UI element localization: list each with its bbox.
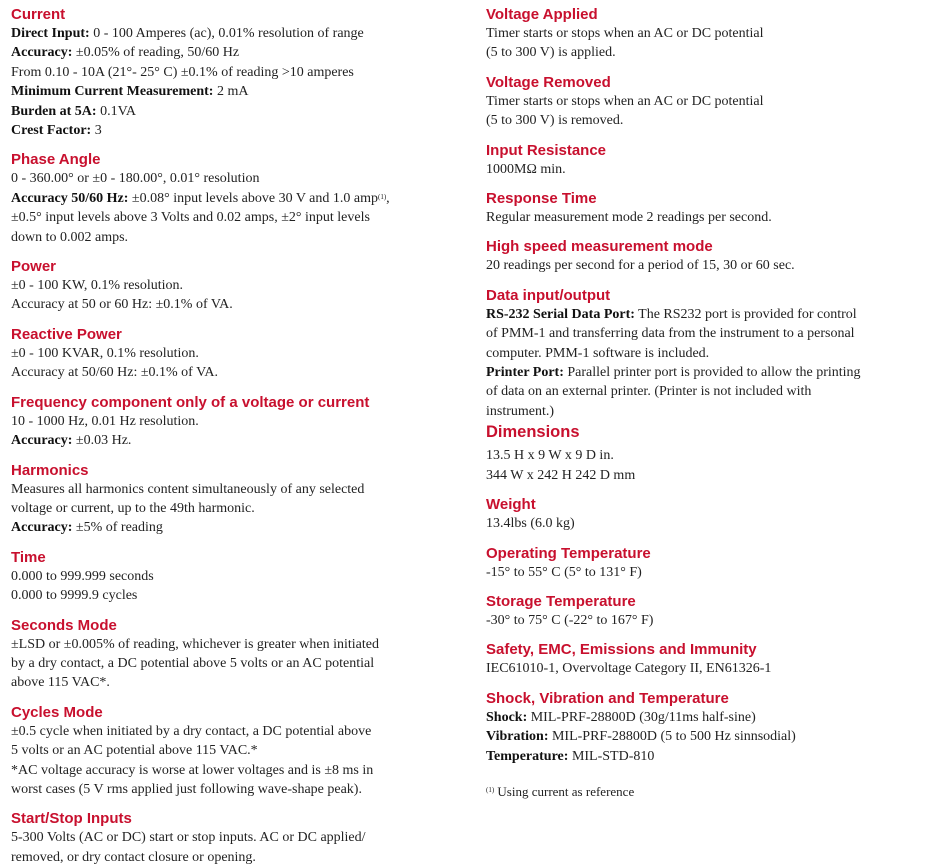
section-heading: Data input/output	[486, 286, 611, 304]
spec-section-reactive-power	[11, 325, 461, 383]
spec-line	[11, 102, 461, 121]
spec-label: Shock:	[486, 709, 528, 725]
section-heading: Frequency component only of a voltage or current	[11, 393, 370, 411]
spec-line	[486, 305, 934, 324]
spec-line	[486, 160, 934, 179]
spec-label: Crest Factor:	[11, 123, 92, 139]
spec-label: Temperature:	[486, 748, 569, 764]
footnote-text: Using current as reference	[494, 783, 635, 799]
spec-value: Accuracy at 50 or 60 Hz: ±0.1% of VA.	[11, 297, 233, 313]
spec-label: Vibration:	[486, 729, 549, 745]
spec-value: 5-300 Volts (AC or DC) start or stop inputs. AC or DC applied/	[11, 830, 366, 846]
spec-section-data-input-output	[486, 286, 934, 421]
spec-line	[11, 780, 461, 799]
spec-value: From 0.10 - 10A (21°- 25° C) ±0.1% of reading >10 amperes	[11, 64, 354, 80]
section-heading: High speed measurement mode	[486, 238, 713, 256]
spec-value: -15° to 55° C (5° to 131° F)	[486, 564, 642, 580]
spec-value: 0.000 to 9999.9 cycles	[11, 588, 138, 604]
spec-line	[11, 295, 461, 314]
spec-line	[11, 480, 461, 499]
spec-value: MIL-PRF-28800D (5 to 500 Hz sinnsodial)	[548, 729, 796, 745]
spec-section-harmonics	[11, 461, 461, 538]
spec-value: computer. PMM-1 software is included.	[486, 345, 710, 361]
section-heading: Storage Temperature	[486, 592, 636, 610]
spec-value: 20 readings per second for a period of 15, 30 or 60 sec.	[486, 258, 795, 274]
section-heading: Current	[11, 6, 66, 23]
spec-value: removed, or dry contact closure or opening.	[11, 849, 256, 865]
section-heading: Reactive Power	[11, 325, 122, 343]
section-heading: Start/Stop Inputs	[11, 810, 132, 828]
spec-section-operating-temperature	[486, 544, 934, 582]
spec-label: Accuracy:	[11, 45, 73, 61]
section-heading: Seconds Mode	[11, 616, 117, 634]
spec-line	[11, 654, 461, 673]
spec-line	[486, 43, 934, 62]
spec-value: of PMM-1 and transferring data from the instrument to a personal	[486, 326, 855, 342]
spec-value: The RS232 port is provided for control	[634, 306, 857, 322]
spec-line	[11, 635, 461, 654]
section-heading: Weight	[486, 496, 536, 514]
spec-value: ±LSD or ±0.005% of reading, whichever is greater when initiated	[11, 636, 379, 652]
spec-line	[486, 659, 934, 678]
section-heading: Harmonics	[11, 461, 89, 479]
spec-line	[486, 466, 934, 485]
spec-value: Timer starts or stops when an AC or DC potential	[486, 26, 764, 41]
section-heading: Cycles Mode	[11, 703, 103, 721]
spec-line	[486, 708, 934, 727]
spec-value: above 115 VAC*.	[11, 675, 110, 691]
spec-line	[486, 24, 934, 43]
spec-value: ±0.08° input levels above 30 V and 1.0 amp	[128, 190, 378, 206]
spec-line	[11, 43, 461, 62]
section-heading: Power	[11, 258, 57, 276]
spec-value: 344 W x 242 H 242 D mm	[486, 467, 636, 483]
spec-label: Burden at 5A:	[11, 103, 97, 119]
spec-value: 1000MΩ min.	[486, 161, 566, 177]
spec-line	[11, 586, 461, 605]
spec-line	[11, 189, 461, 208]
section-heading: Input Resistance	[486, 141, 607, 159]
spec-line	[11, 412, 461, 431]
spec-line	[486, 344, 934, 363]
spec-value: instrument.)	[486, 403, 555, 419]
spec-section-voltage-removed	[486, 73, 934, 131]
spec-section-weight	[486, 495, 934, 533]
section-heading: Voltage Applied	[486, 6, 598, 23]
spec-value: Accuracy at 50/60 Hz: ±0.1% of VA.	[11, 365, 219, 381]
section-heading: Shock, Vibration and Temperature	[486, 689, 729, 707]
spec-section-start-stop-inputs	[11, 809, 461, 867]
spec-line	[486, 446, 934, 465]
footnote-mark: (1)	[486, 785, 495, 794]
spec-line	[11, 276, 461, 295]
spec-section-input-resistance	[486, 141, 934, 179]
spec-value: 0.1VA	[96, 103, 136, 119]
spec-line	[11, 518, 461, 537]
section-heading: Voltage Removed	[486, 73, 611, 91]
footnote	[486, 782, 934, 801]
section-heading: Dimensions	[486, 423, 580, 442]
spec-value: ±0.5 cycle when initiated by a dry contact, a DC potential above	[11, 723, 372, 739]
spec-value: worst cases (5 V rms applied just following wave-shape peak).	[11, 781, 362, 797]
spec-line	[11, 741, 461, 760]
section-heading: Phase Angle	[11, 151, 101, 169]
spec-value: Measures all harmonics content simultaneously of any selected	[11, 481, 365, 497]
spec-label: Direct Input:	[11, 26, 90, 41]
spec-section-voltage-applied	[486, 5, 934, 63]
spec-value: ±0.5° input levels above 3 Volts and 0.02 amps, ±2° input levels	[11, 210, 370, 226]
spec-section-cycles-mode	[11, 703, 461, 800]
spec-section-safety-emc-emissions-and-immunity	[486, 640, 934, 678]
spec-line	[486, 514, 934, 533]
spec-line	[11, 82, 461, 101]
spec-section-phase-angle	[11, 150, 461, 247]
section-heading: Response Time	[486, 190, 597, 208]
spec-value: down to 0.002 amps.	[11, 229, 129, 245]
spec-section-high-speed-measurement-mode	[486, 237, 934, 275]
spec-value: 0.000 to 999.999 seconds	[11, 568, 154, 584]
section-heading: Time	[11, 548, 46, 566]
spec-label: RS-232 Serial Data Port:	[486, 306, 635, 322]
spec-line	[11, 169, 461, 188]
spec-line	[11, 673, 461, 692]
spec-value: by a dry contact, a DC potential above 5 volts or an AC potential	[11, 655, 375, 671]
spec-value: ±0 - 100 KW, 0.1% resolution.	[11, 278, 184, 294]
spec-line	[486, 324, 934, 343]
spec-section-frequency-component-only-of-a-voltage-or-current	[11, 393, 461, 451]
spec-label: Minimum Current Measurement:	[11, 84, 214, 100]
spec-value: *AC voltage accuracy is worse at lower voltages and is ±8 ms in	[11, 762, 374, 778]
footnote-ref: (1)	[378, 192, 387, 201]
spec-line	[11, 344, 461, 363]
spec-value: Parallel printer port is provided to allow the printing	[563, 365, 861, 381]
spec-line	[11, 431, 461, 450]
spec-value: (5 to 300 V) is removed.	[486, 113, 624, 129]
spec-value: 0 - 360.00° or ±0 - 180.00°, 0.01° resolution	[11, 171, 260, 187]
spec-value: Regular measurement mode 2 readings per second.	[486, 210, 772, 226]
spec-section-power	[11, 257, 461, 315]
spec-value: ±5% of reading	[72, 520, 163, 536]
spec-line	[11, 121, 461, 140]
spec-label: Accuracy:	[11, 520, 73, 536]
spec-line	[486, 363, 934, 382]
spec-value: 13.5 H x 9 W x 9 D in.	[486, 448, 614, 464]
spec-section-time	[11, 548, 461, 606]
spec-value: 10 - 1000 Hz, 0.01 Hz resolution.	[11, 413, 199, 429]
spec-value: Timer starts or stops when an AC or DC potential	[486, 93, 764, 109]
spec-value: ±0.03 Hz.	[72, 433, 132, 449]
spec-line	[486, 382, 934, 401]
spec-section-dimensions	[486, 423, 934, 485]
spec-line	[486, 747, 934, 766]
spec-section-current	[11, 5, 461, 140]
spec-section-shock-vibration-and-temperature	[486, 689, 934, 766]
spec-line	[11, 63, 461, 82]
spec-line	[11, 722, 461, 741]
spec-value: ±0 - 100 KVAR, 0.1% resolution.	[11, 345, 199, 361]
spec-line	[11, 228, 461, 247]
spec-line	[11, 24, 461, 43]
spec-line	[11, 499, 461, 518]
spec-line	[486, 92, 934, 111]
spec-section-seconds-mode	[11, 616, 461, 693]
spec-value: 13.4lbs (6.0 kg)	[486, 516, 575, 532]
spec-line	[11, 828, 461, 847]
spec-value: voltage or current, up to the 49th harmonic.	[11, 500, 255, 516]
spec-value: (5 to 300 V) is applied.	[486, 45, 616, 61]
spec-value: ±0.05% of reading, 50/60 Hz	[72, 45, 240, 61]
spec-line	[486, 563, 934, 582]
spec-value: 5 volts or an AC potential above 115 VAC.*	[11, 743, 258, 759]
spec-value: -30° to 75° C (-22° to 167° F)	[486, 612, 654, 628]
spec-line	[11, 567, 461, 586]
spec-value: IEC61010-1, Overvoltage Category II, EN61326-1	[486, 661, 772, 677]
spec-value: MIL-STD-810	[568, 748, 655, 764]
spec-line	[11, 208, 461, 227]
spec-column-left	[11, 5, 461, 867]
section-heading: Operating Temperature	[486, 544, 651, 562]
spec-line	[486, 611, 934, 630]
spec-label: Accuracy 50/60 Hz:	[11, 190, 129, 206]
spec-line	[11, 761, 461, 780]
spec-line	[486, 727, 934, 746]
spec-value: 2 mA	[213, 84, 249, 100]
spec-value: 0 - 100 Amperes (ac), 0.01% resolution of range	[89, 26, 364, 41]
spec-line	[11, 848, 461, 867]
spec-line	[486, 402, 934, 421]
spec-section-storage-temperature	[486, 592, 934, 630]
spec-line	[11, 363, 461, 382]
spec-value: 3	[91, 123, 102, 139]
spec-label: Printer Port:	[486, 365, 564, 381]
spec-value: MIL-PRF-28800D (30g/11ms half-sine)	[527, 709, 756, 725]
spec-line	[486, 208, 934, 227]
spec-section-response-time	[486, 189, 934, 227]
section-heading: Safety, EMC, Emissions and Immunity	[486, 641, 757, 659]
spec-column-right	[486, 5, 934, 801]
spec-line	[486, 111, 934, 130]
spec-value: of data on an external printer. (Printer is not included with	[486, 384, 812, 400]
spec-line	[486, 256, 934, 275]
spec-label: Accuracy:	[11, 433, 73, 449]
spec-value-tail: ,	[386, 190, 390, 206]
